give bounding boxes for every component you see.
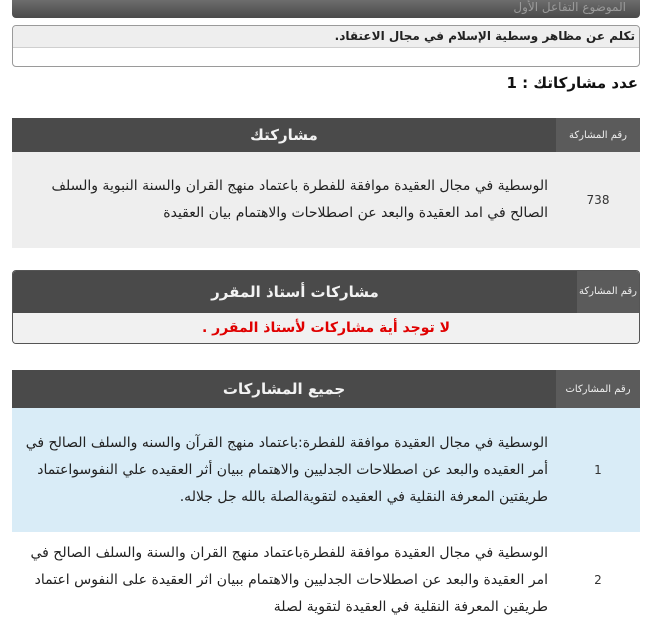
instructor-posts-table [12,270,640,344]
all-posts-table [12,370,640,628]
my-posts-col-title: مشاركتك [12,118,556,152]
all-posts-col-title: جميع المشاركات [12,370,556,408]
post-number: 1 [556,408,640,532]
header-title: الموضوع التفاعل الأول [513,0,626,14]
my-posts-table [12,118,640,248]
instructor-posts-col-number: رقم المشاركة [577,271,639,313]
my-posts-col-number: رقم المشاركة [556,118,640,152]
post-text: الوسطية في مجال العقيدة موافقة للفطرةباعتماد منهج القران والسنة والسلف الصالح في امر العقيدة والبعد عن اصطلاحات الجدليين والاهتمام ببيان اثر العقيدة على النفوس اعتماد طريقين المعرفة النقلية في العقيدة لتقوية لصلة [12,532,556,628]
post-number: 2 [556,532,640,628]
page-header-bar [12,0,640,18]
instructor-posts-col-title: مشاركات أستاذ المقرر [13,271,577,313]
question-text: تكلم عن مظاهر وسطية الإسلام في مجال الاعتقاد. [13,26,639,48]
table-row [12,532,640,628]
table-row [12,408,640,532]
post-number: 738 [556,152,640,248]
instructor-empty-message: لا توجد أية مشاركات لأستاذ المقرر . [13,313,639,343]
question-box [12,25,640,67]
post-text: الوسطية في مجال العقيدة موافقة للفطرة باعتماد منهج القران والسنة النبوية والسلف الصالح في امد العقيدة والبعد عن اصطلاحات والاهتمام بيان العقيدة [12,152,556,248]
all-posts-col-number: رقم المشاركات [556,370,640,408]
post-text: الوسطية في مجال العقيدة موافقة للفطرة:باعتماد منهج القرآن والسنه والسلف الصالح في أمر العقيده والبعد عن اصطلاحات الجدليين والاهتمام ببيان أثر العقيده علي النفوسواعتماد طريقتين المعرفة النقلية في العقيده لتقويةالصلة بالله جل جلاله. [12,408,556,532]
table-row [12,152,640,248]
participation-count: عدد مشاركاتك : 1 [506,74,638,92]
